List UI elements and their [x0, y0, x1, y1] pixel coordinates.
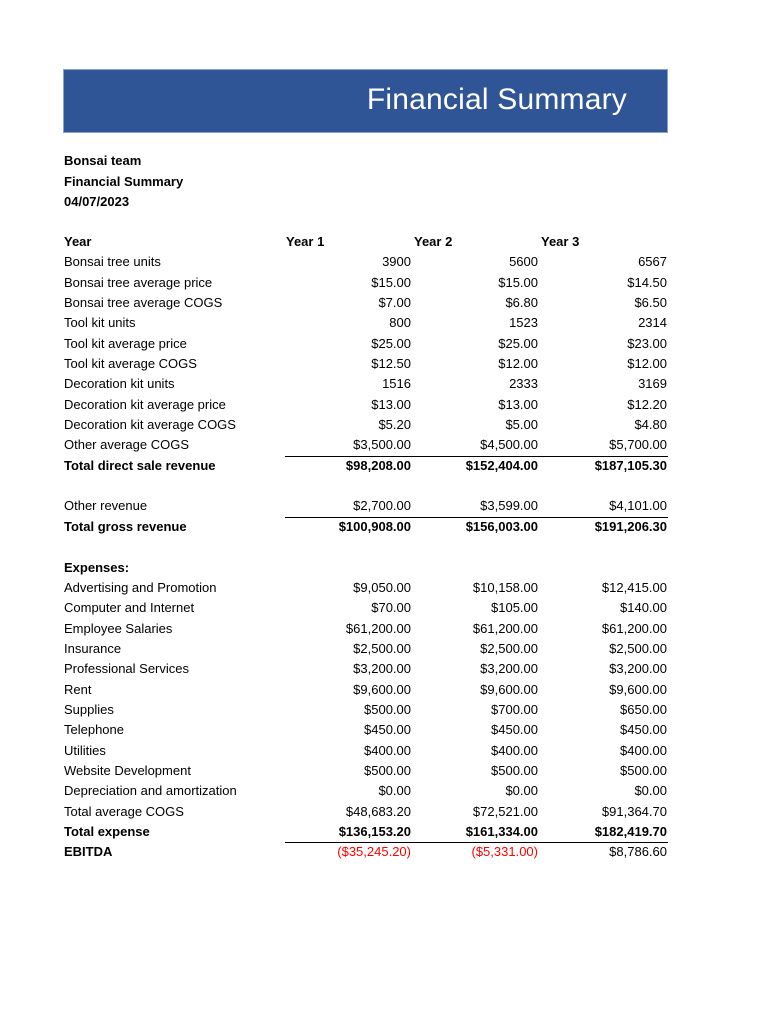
row-label: Website Development [64, 762, 191, 778]
cell-year-2: $15.00 [498, 274, 538, 290]
cell-year-3: $12.00 [627, 356, 667, 372]
cell-year-2: $61,200.00 [472, 620, 538, 636]
table-row [64, 578, 668, 598]
cell-year-2: $6.80 [505, 295, 538, 311]
row-label: Supplies [64, 701, 114, 717]
row-label: Tool kit average COGS [64, 356, 197, 372]
table-row [64, 273, 668, 293]
cell-year-1: $3,200.00 [353, 661, 411, 677]
cell-year-2: $400.00 [491, 742, 538, 758]
cell-year-2: $13.00 [498, 396, 538, 412]
cell-year-2: $450.00 [491, 722, 538, 738]
cell-year-3: 6567 [638, 254, 667, 270]
header-year-1: Year 1 [286, 234, 325, 249]
cell-year-3: $500.00 [620, 762, 667, 778]
cell-year-1: $100,908.00 [338, 518, 411, 534]
table-row [64, 639, 668, 659]
cell-year-3: $2,500.00 [609, 640, 667, 656]
other-revenue-row [64, 496, 668, 516]
cell-year-3: $23.00 [627, 335, 667, 351]
cell-year-2: $3,599.00 [480, 498, 538, 514]
financial-table [64, 232, 668, 863]
row-label: Bonsai tree average COGS [64, 295, 223, 311]
row-label: Telephone [64, 722, 124, 738]
cell-year-3: $650.00 [620, 701, 667, 717]
cell-year-3: $4,101.00 [609, 498, 667, 514]
cell-year-3: $14.50 [627, 274, 667, 290]
table-row [64, 252, 668, 272]
cell-year-1: $2,500.00 [353, 640, 411, 656]
cell-year-3: $140.00 [620, 600, 667, 616]
row-label: Other revenue [64, 498, 148, 514]
row-label: Decoration kit average COGS [64, 417, 236, 433]
table-row [64, 720, 668, 740]
row-label: Professional Services [64, 661, 189, 677]
report-meta [64, 151, 183, 213]
cell-year-1: $61,200.00 [345, 620, 411, 636]
cell-year-1: $13.00 [371, 396, 411, 412]
cell-year-3: $400.00 [620, 742, 667, 758]
table-header-row [64, 232, 668, 252]
cell-year-2: $5.00 [505, 417, 538, 433]
total-gross-row [64, 517, 668, 537]
cell-year-2: $2,500.00 [480, 640, 538, 656]
cell-year-3: $191,206.30 [594, 518, 667, 534]
row-label: Bonsai tree units [64, 254, 161, 270]
cell-year-1: $48,683.20 [345, 803, 411, 819]
total-direct-row [64, 456, 668, 476]
spacer-row [64, 476, 668, 496]
spacer-row [64, 537, 668, 557]
expenses-heading-row [64, 558, 668, 578]
row-label: Total average COGS [64, 803, 184, 819]
cell-year-2: $700.00 [491, 701, 538, 717]
cell-year-1: $2,700.00 [353, 498, 411, 514]
row-label: Total expense [64, 823, 150, 839]
cell-year-2: 2333 [509, 376, 538, 392]
row-label: Rent [64, 681, 92, 697]
table-row [64, 680, 668, 700]
table-row [64, 354, 668, 374]
row-label: Depreciation and amortization [64, 783, 237, 799]
row-label: Tool kit average price [64, 335, 187, 351]
cell-year-3: $4.80 [634, 417, 667, 433]
cell-year-3: $3,200.00 [609, 661, 667, 677]
title-banner [63, 69, 668, 133]
cell-year-2: $161,334.00 [465, 823, 538, 839]
cell-year-2: $10,158.00 [472, 579, 538, 595]
table-row [64, 802, 668, 822]
cell-year-1: $7.00 [378, 295, 411, 311]
header-year-label: Year [64, 234, 92, 249]
table-row [64, 700, 668, 720]
cell-year-2: $156,003.00 [465, 518, 538, 534]
cell-year-1: 800 [389, 315, 411, 331]
cell-year-2: 5600 [509, 254, 538, 270]
row-label: Employee Salaries [64, 620, 173, 636]
table-row [64, 781, 668, 801]
cell-year-1: $500.00 [364, 762, 411, 778]
total-expense-row [64, 822, 668, 842]
table-row [64, 598, 668, 618]
cell-year-3: $187,105.30 [594, 457, 667, 473]
row-label: EBITDA [64, 844, 113, 860]
cell-year-1: $25.00 [371, 335, 411, 351]
row-label: Tool kit units [64, 315, 136, 331]
cell-year-2: $9,600.00 [480, 681, 538, 697]
cell-year-1: $5.20 [378, 417, 411, 433]
row-label: Insurance [64, 640, 122, 656]
cell-year-2: $3,200.00 [480, 661, 538, 677]
cell-year-1: $400.00 [364, 742, 411, 758]
table-row [64, 313, 668, 333]
cell-year-3: $6.50 [634, 295, 667, 311]
cell-year-3: $91,364.70 [601, 803, 667, 819]
cell-year-2: ($5,331.00) [471, 844, 538, 860]
cell-year-1: $0.00 [378, 783, 411, 799]
team-name: Bonsai team [64, 153, 142, 168]
cell-year-3: 2314 [638, 315, 667, 331]
cell-year-1: $9,600.00 [353, 681, 411, 697]
cell-year-2: $0.00 [505, 783, 538, 799]
row-label: Bonsai tree average price [64, 274, 213, 290]
cell-year-1: $136,153.20 [338, 823, 411, 839]
report-date: 04/07/2023 [64, 194, 130, 209]
cell-year-1: $500.00 [364, 701, 411, 717]
table-row [64, 334, 668, 354]
cell-year-1: $98,208.00 [345, 457, 411, 473]
cell-year-2: $12.00 [498, 356, 538, 372]
cell-year-1: $15.00 [371, 274, 411, 290]
cell-year-2: $105.00 [491, 600, 538, 616]
cell-year-2: $4,500.00 [480, 437, 538, 453]
row-label: Total gross revenue [64, 518, 187, 534]
row-label: Advertising and Promotion [64, 579, 217, 595]
cell-year-1: $450.00 [364, 722, 411, 738]
row-label: Utilities [64, 742, 106, 758]
cell-year-3: $182,419.70 [594, 823, 667, 839]
table-row [64, 435, 668, 455]
table-row [64, 395, 668, 415]
cell-year-1: 3900 [382, 254, 411, 270]
table-row [64, 741, 668, 761]
table-row [64, 761, 668, 781]
cell-year-3: $5,700.00 [609, 437, 667, 453]
cell-year-3: $450.00 [620, 722, 667, 738]
cell-year-3: $12,415.00 [601, 579, 667, 595]
cell-year-3: $0.00 [634, 783, 667, 799]
cell-year-1: 1516 [382, 376, 411, 392]
row-label: Computer and Internet [64, 600, 195, 616]
cell-year-3: $12.20 [627, 396, 667, 412]
table-row [64, 374, 668, 394]
cell-year-3: $8,786.60 [609, 844, 667, 860]
table-row [64, 619, 668, 639]
report-name: Financial Summary [64, 173, 184, 189]
cell-year-2: $152,404.00 [465, 457, 538, 473]
ebitda-row [64, 842, 668, 862]
cell-year-2: $500.00 [491, 762, 538, 778]
cell-year-2: $25.00 [498, 335, 538, 351]
cell-year-2: 1523 [509, 315, 538, 331]
table-row [64, 415, 668, 435]
header-year-3: Year 3 [541, 234, 580, 249]
cell-year-1: $70.00 [371, 600, 411, 616]
row-label: Other average COGS [64, 437, 189, 453]
row-label: Decoration kit average price [64, 396, 226, 412]
cell-year-1: $9,050.00 [353, 579, 411, 595]
row-label: Decoration kit units [64, 376, 175, 392]
cell-year-1: ($35,245.20) [337, 844, 411, 860]
cell-year-2: $72,521.00 [472, 803, 538, 819]
cell-year-3: 3169 [638, 376, 667, 392]
header-year-2: Year 2 [414, 234, 453, 249]
table-row [64, 293, 668, 313]
row-label: Total direct sale revenue [64, 457, 216, 473]
cell-year-1: $12.50 [371, 356, 411, 372]
cell-year-1: $3,500.00 [353, 437, 411, 453]
table-row [64, 659, 668, 679]
cell-year-3: $61,200.00 [601, 620, 667, 636]
page-title: Financial Summary [366, 83, 627, 116]
expenses-heading: Expenses: [64, 559, 130, 575]
cell-year-3: $9,600.00 [609, 681, 667, 697]
